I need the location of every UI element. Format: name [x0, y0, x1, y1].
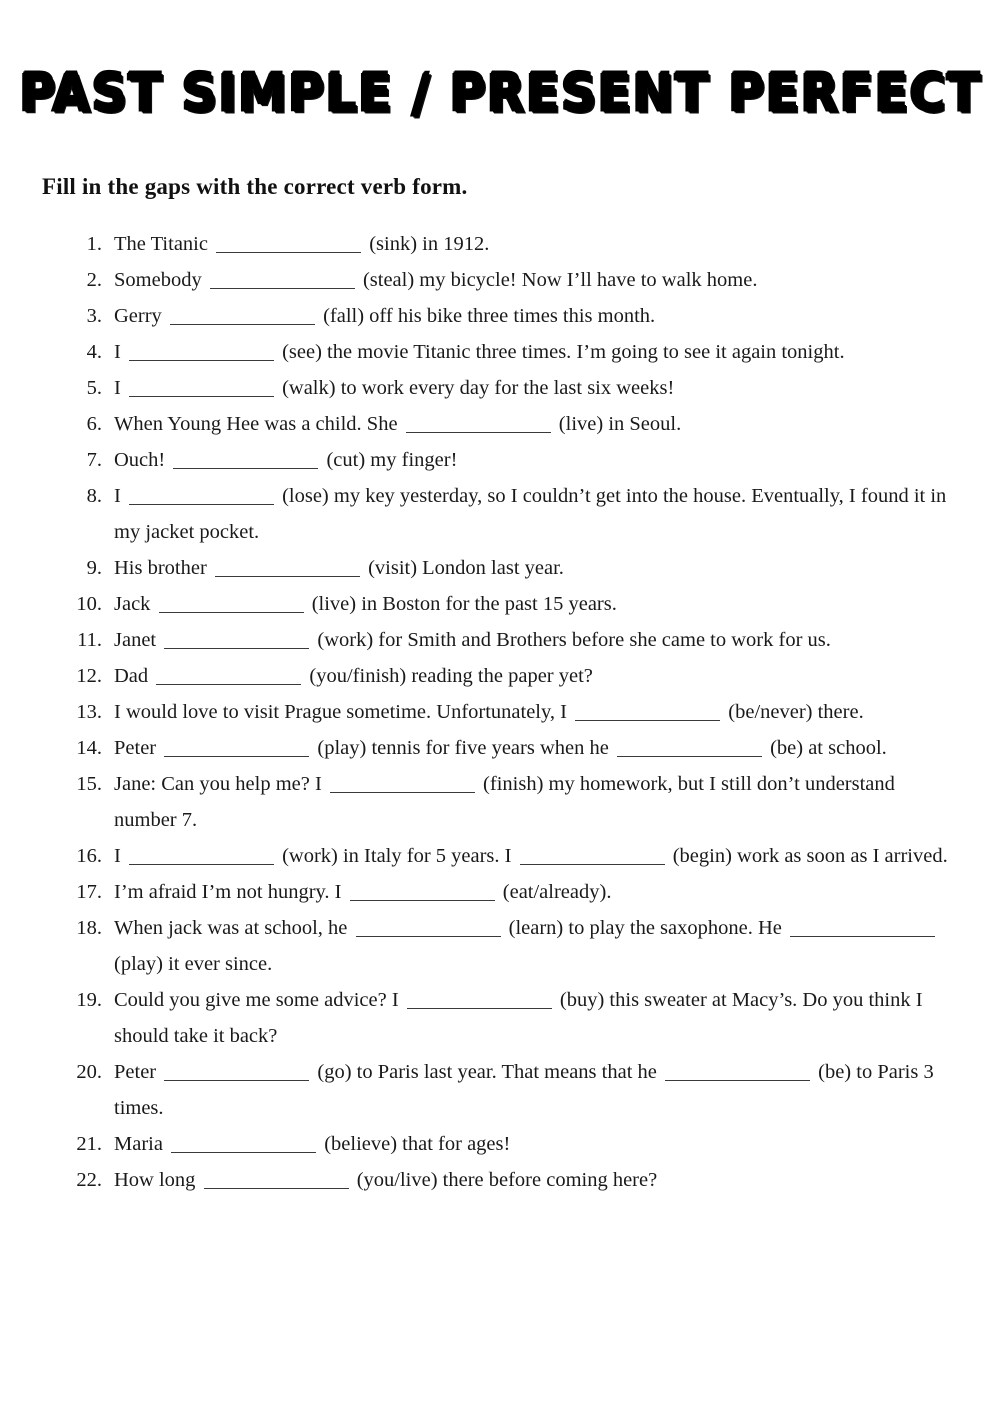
answer-blank[interactable] — [216, 235, 361, 253]
sentence-after-blank: (walk) to work every day for the last six weeks! — [282, 376, 675, 399]
sentence-before-blank: Jane: Can you help me? I — [114, 772, 322, 795]
answer-blank[interactable] — [159, 595, 304, 613]
exercise-number: 21. — [76, 1132, 102, 1155]
exercise-sentence — [114, 982, 952, 1054]
exercise-sentence — [114, 910, 952, 982]
exercise-number: 8. — [86, 484, 102, 507]
answer-blank[interactable] — [330, 775, 475, 793]
exercise-number: 17. — [76, 880, 102, 903]
sentence-after-blank: (be/never) there. — [728, 700, 864, 723]
exercise-item — [0, 262, 952, 298]
exercise-sentence — [114, 694, 952, 730]
answer-blank[interactable] — [129, 379, 274, 397]
exercise-item — [0, 334, 952, 370]
exercise-number: 7. — [86, 448, 102, 471]
sentence-before-blank: Dad — [114, 664, 149, 687]
sentence-before-blank: I — [114, 376, 121, 399]
exercise-sentence — [114, 730, 952, 766]
exercise-sentence — [114, 334, 952, 370]
answer-blank[interactable] — [407, 991, 552, 1009]
sentence-after-blank: (sink) in 1912. — [369, 232, 490, 255]
sentence-before-blank: His brother — [114, 556, 207, 579]
sentence-middle-text: (go) to Paris last year. That means that he — [317, 1060, 657, 1083]
answer-blank[interactable] — [575, 703, 720, 721]
answer-blank[interactable] — [204, 1171, 349, 1189]
exercise-number: 2. — [86, 268, 102, 291]
exercise-number: 18. — [76, 916, 102, 939]
sentence-before-blank: Peter — [114, 1060, 157, 1083]
exercise-item — [0, 442, 952, 478]
exercise-item — [0, 406, 952, 442]
sentence-before-blank: I would love to visit Prague sometime. Unfortunately, I — [114, 700, 568, 723]
exercise-item — [0, 586, 952, 622]
exercise-sentence — [114, 370, 952, 406]
exercise-number: 14. — [76, 736, 102, 759]
sentence-after-blank: (steal) my bicycle! Now I’ll have to walk home. — [362, 268, 758, 291]
exercise-number: 6. — [86, 412, 102, 435]
exercise-sentence — [114, 586, 952, 622]
sentence-before-blank: I — [114, 844, 121, 867]
sentence-after-blank: (buy) this sweater at Macy’s. Do you think I should take it back? — [114, 988, 923, 1047]
sentence-before-blank: Gerry — [114, 304, 162, 327]
exercise-list — [0, 226, 1000, 1198]
sentence-before-blank: I — [114, 340, 121, 363]
exercise-sentence — [114, 766, 952, 838]
exercise-item — [0, 910, 952, 982]
sentence-before-blank: When Young Hee was a child. She — [114, 412, 398, 435]
exercise-item — [0, 1126, 952, 1162]
exercise-number: 11. — [77, 628, 102, 651]
sentence-before-blank: Could you give me some advice? I — [114, 988, 399, 1011]
sentence-after-blank: (believe) that for ages! — [324, 1132, 511, 1155]
answer-blank[interactable] — [129, 343, 274, 361]
exercise-item — [0, 622, 952, 658]
exercise-number: 9. — [86, 556, 102, 579]
exercise-item — [0, 550, 952, 586]
answer-blank[interactable] — [129, 847, 274, 865]
exercise-sentence — [114, 262, 952, 298]
answer-blank[interactable] — [406, 415, 551, 433]
exercise-item — [0, 874, 952, 910]
answer-blank[interactable] — [171, 1135, 316, 1153]
answer-blank[interactable] — [173, 451, 318, 469]
sentence-before-blank: I’m afraid I’m not hungry. I — [114, 880, 342, 903]
answer-blank[interactable] — [215, 559, 360, 577]
sentence-after-blank: (live) in Seoul. — [558, 412, 682, 435]
exercise-item — [0, 694, 952, 730]
answer-blank[interactable] — [665, 1063, 810, 1081]
exercise-sentence — [114, 406, 952, 442]
sentence-after-blank: (you/live) there before coming here? — [356, 1168, 658, 1191]
sentence-after-blank: (play) it ever since. — [114, 952, 273, 975]
exercise-number: 10. — [76, 592, 102, 615]
exercise-number: 3. — [86, 304, 102, 327]
exercise-number: 15. — [76, 772, 102, 795]
exercise-item — [0, 982, 952, 1054]
exercise-item — [0, 838, 952, 874]
exercise-item — [0, 226, 952, 262]
exercise-number: 20. — [76, 1060, 102, 1083]
exercise-sentence — [114, 1126, 952, 1162]
exercise-sentence — [114, 550, 952, 586]
answer-blank[interactable] — [356, 919, 501, 937]
exercise-sentence — [114, 442, 952, 478]
exercise-sentence — [114, 226, 952, 262]
exercise-number: 4. — [86, 340, 102, 363]
exercise-number: 16. — [76, 844, 102, 867]
exercise-sentence — [114, 298, 952, 334]
exercise-sentence — [114, 1162, 952, 1198]
sentence-after-blank: (see) the movie Titanic three times. I’m going to see it again tonight. — [282, 340, 845, 363]
sentence-before-blank: The Titanic — [114, 232, 208, 255]
exercise-sentence — [114, 838, 952, 874]
instruction-text: Fill in the gaps with the correct verb form. — [42, 173, 468, 199]
exercise-item — [0, 370, 952, 406]
sentence-before-blank: When jack was at school, he — [114, 916, 348, 939]
sentence-after-blank: (fall) off his bike three times this month. — [323, 304, 656, 327]
sentence-after-blank: (begin) work as soon as I arrived. — [672, 844, 948, 867]
answer-blank[interactable] — [790, 919, 935, 937]
answer-blank[interactable] — [350, 883, 495, 901]
sentence-after-blank: (visit) London last year. — [368, 556, 564, 579]
exercise-item — [0, 478, 952, 550]
title-container — [0, 0, 1000, 146]
answer-blank[interactable] — [164, 739, 309, 757]
sentence-before-blank: I — [114, 484, 121, 507]
exercise-number: 12. — [76, 664, 102, 687]
exercise-number: 13. — [76, 700, 102, 723]
exercise-sentence — [114, 478, 952, 550]
sentence-before-blank: Ouch! — [114, 448, 166, 471]
exercise-number: 1. — [86, 232, 102, 255]
sentence-before-blank: Maria — [114, 1132, 163, 1155]
exercise-sentence — [114, 874, 952, 910]
page-title: PAST SIMPLE / PRESENT PERFECT — [18, 61, 982, 123]
answer-blank[interactable] — [156, 667, 301, 685]
exercise-sentence — [114, 658, 952, 694]
answer-blank[interactable] — [129, 487, 274, 505]
exercise-number: 5. — [86, 376, 102, 399]
sentence-after-blank: (finish) my homework, but I still don’t understand number 7. — [114, 772, 895, 831]
sentence-middle-text: (play) tennis for five years when he — [317, 736, 609, 759]
sentence-before-blank: Janet — [114, 628, 157, 651]
sentence-before-blank: Jack — [114, 592, 151, 615]
exercise-number: 19. — [76, 988, 102, 1011]
sentence-after-blank: (eat/already). — [502, 880, 612, 903]
exercise-item — [0, 658, 952, 694]
exercise-item — [0, 1162, 952, 1198]
sentence-before-blank: How long — [114, 1168, 196, 1191]
answer-blank[interactable] — [210, 271, 355, 289]
sentence-after-blank: (cut) my finger! — [326, 448, 458, 471]
exercise-sentence — [114, 622, 952, 658]
sentence-after-blank: (be) to Paris 3 times. — [114, 1060, 934, 1119]
answer-blank[interactable] — [520, 847, 665, 865]
sentence-before-blank: Peter — [114, 736, 157, 759]
exercise-item — [0, 1054, 952, 1126]
sentence-after-blank: (you/finish) reading the paper yet? — [309, 664, 593, 687]
sentence-after-blank: (be) at school. — [770, 736, 887, 759]
exercise-item — [0, 730, 952, 766]
sentence-after-blank: (work) for Smith and Brothers before she came to work for us. — [317, 628, 831, 651]
exercise-sentence — [114, 1054, 952, 1126]
sentence-middle-text: (learn) to play the saxophone. He — [508, 916, 782, 939]
exercise-number: 22. — [76, 1168, 102, 1191]
sentence-before-blank: Somebody — [114, 268, 202, 291]
answer-blank[interactable] — [617, 739, 762, 757]
sentence-after-blank: (lose) my key yesterday, so I couldn’t get into the house. Eventually, I found it in my jacket pocket. — [114, 484, 947, 543]
sentence-after-blank: (live) in Boston for the past 15 years. — [311, 592, 617, 615]
exercise-item — [0, 766, 952, 838]
sentence-middle-text: (work) in Italy for 5 years. I — [282, 844, 512, 867]
answer-blank[interactable] — [164, 631, 309, 649]
answer-blank[interactable] — [164, 1063, 309, 1081]
exercise-item — [0, 298, 952, 334]
answer-blank[interactable] — [170, 307, 315, 325]
